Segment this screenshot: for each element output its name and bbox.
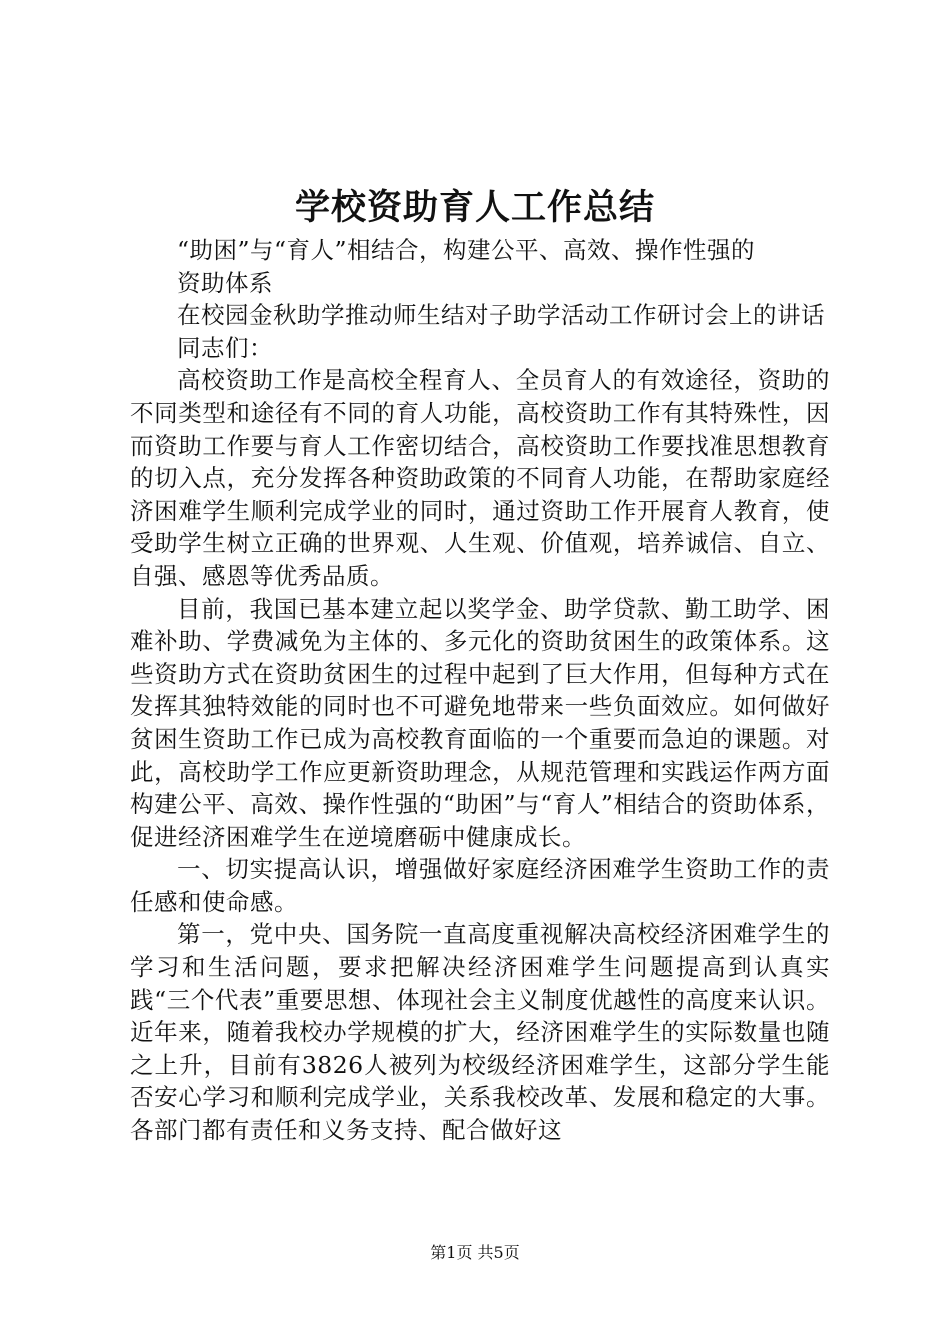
document-title: 学校资助育人工作总结 (294, 187, 655, 228)
paragraph-subtitle-1: “助困”与“育人”相结合，构建公平、高效、操作性强的 (177, 236, 756, 264)
paragraph-occasion: 在校园金秋助学推动师生结对子助学活动工作研讨会上的讲话 (177, 301, 825, 330)
paragraph-salutation: 同志们： (177, 333, 273, 362)
paragraph-subtitle-2: 资助体系 (177, 268, 273, 297)
paragraph-body-3: 第一，党中央、国务院一直高度重视解决高校经济困难学生的学习和生活问题，要求把解决经济困难学生问题提高到认真实践“三个代表”重要思想、体现社会主义制度优越性的高度来认识。近年来，随着我校办学规模的扩大，经济困难学生的实际数量也随之上升，目前有3826人被列为校级经济困难学生，这部分学生能否安心学习和顺利完成学业，关系我校改革、发展和稳定的大事。各部门都有责任和义务支持、配合做好这 (130, 920, 830, 1145)
paragraph-section-heading-1: 一、切实提高认识，增强做好家庭经济困难学生资助工作的责任感和使命感。 (130, 855, 830, 916)
document-body (130, 234, 830, 1147)
paragraph-body-2: 目前，我国已基本建立起以奖学金、助学贷款、勤工助学、困难补助、学费减免为主体的、多元化的资助贫困生的政策体系。这些资助方式在资助贫困生的过程中起到了巨大作用，但每种方式在发挥其独特效能的同时也不可避免地带来一些负面效应。如何做好贫困生资助工作已成为高校教育面临的一个重要而急迫的课题。对此，高校助学工作应更新资助理念，从规范管理和实践运作两方面构建公平、高效、操作性强的“助困”与“育人”相结合的资助体系，促进经济困难学生在逆境磨砺中健康成长。 (130, 594, 830, 851)
page-number: 第1页 共5页 (430, 1243, 520, 1262)
paragraph-body-1: 高校资助工作是高校全程育人、全员育人的有效途径，资助的不同类型和途径有不同的育人功能，高校资助工作有其特殊性，因而资助工作要与育人工作密切结合，高校资助工作要找准思想教育的切入点，充分发挥各种资助政策的不同育人功能，在帮助家庭经济困难学生顺利完成学业的同时，通过资助工作开展育人教育，使受助学生树立正确的世界观、人生观、价值观，培养诚信、自立、自强、感恩等优秀品质。 (130, 366, 830, 590)
